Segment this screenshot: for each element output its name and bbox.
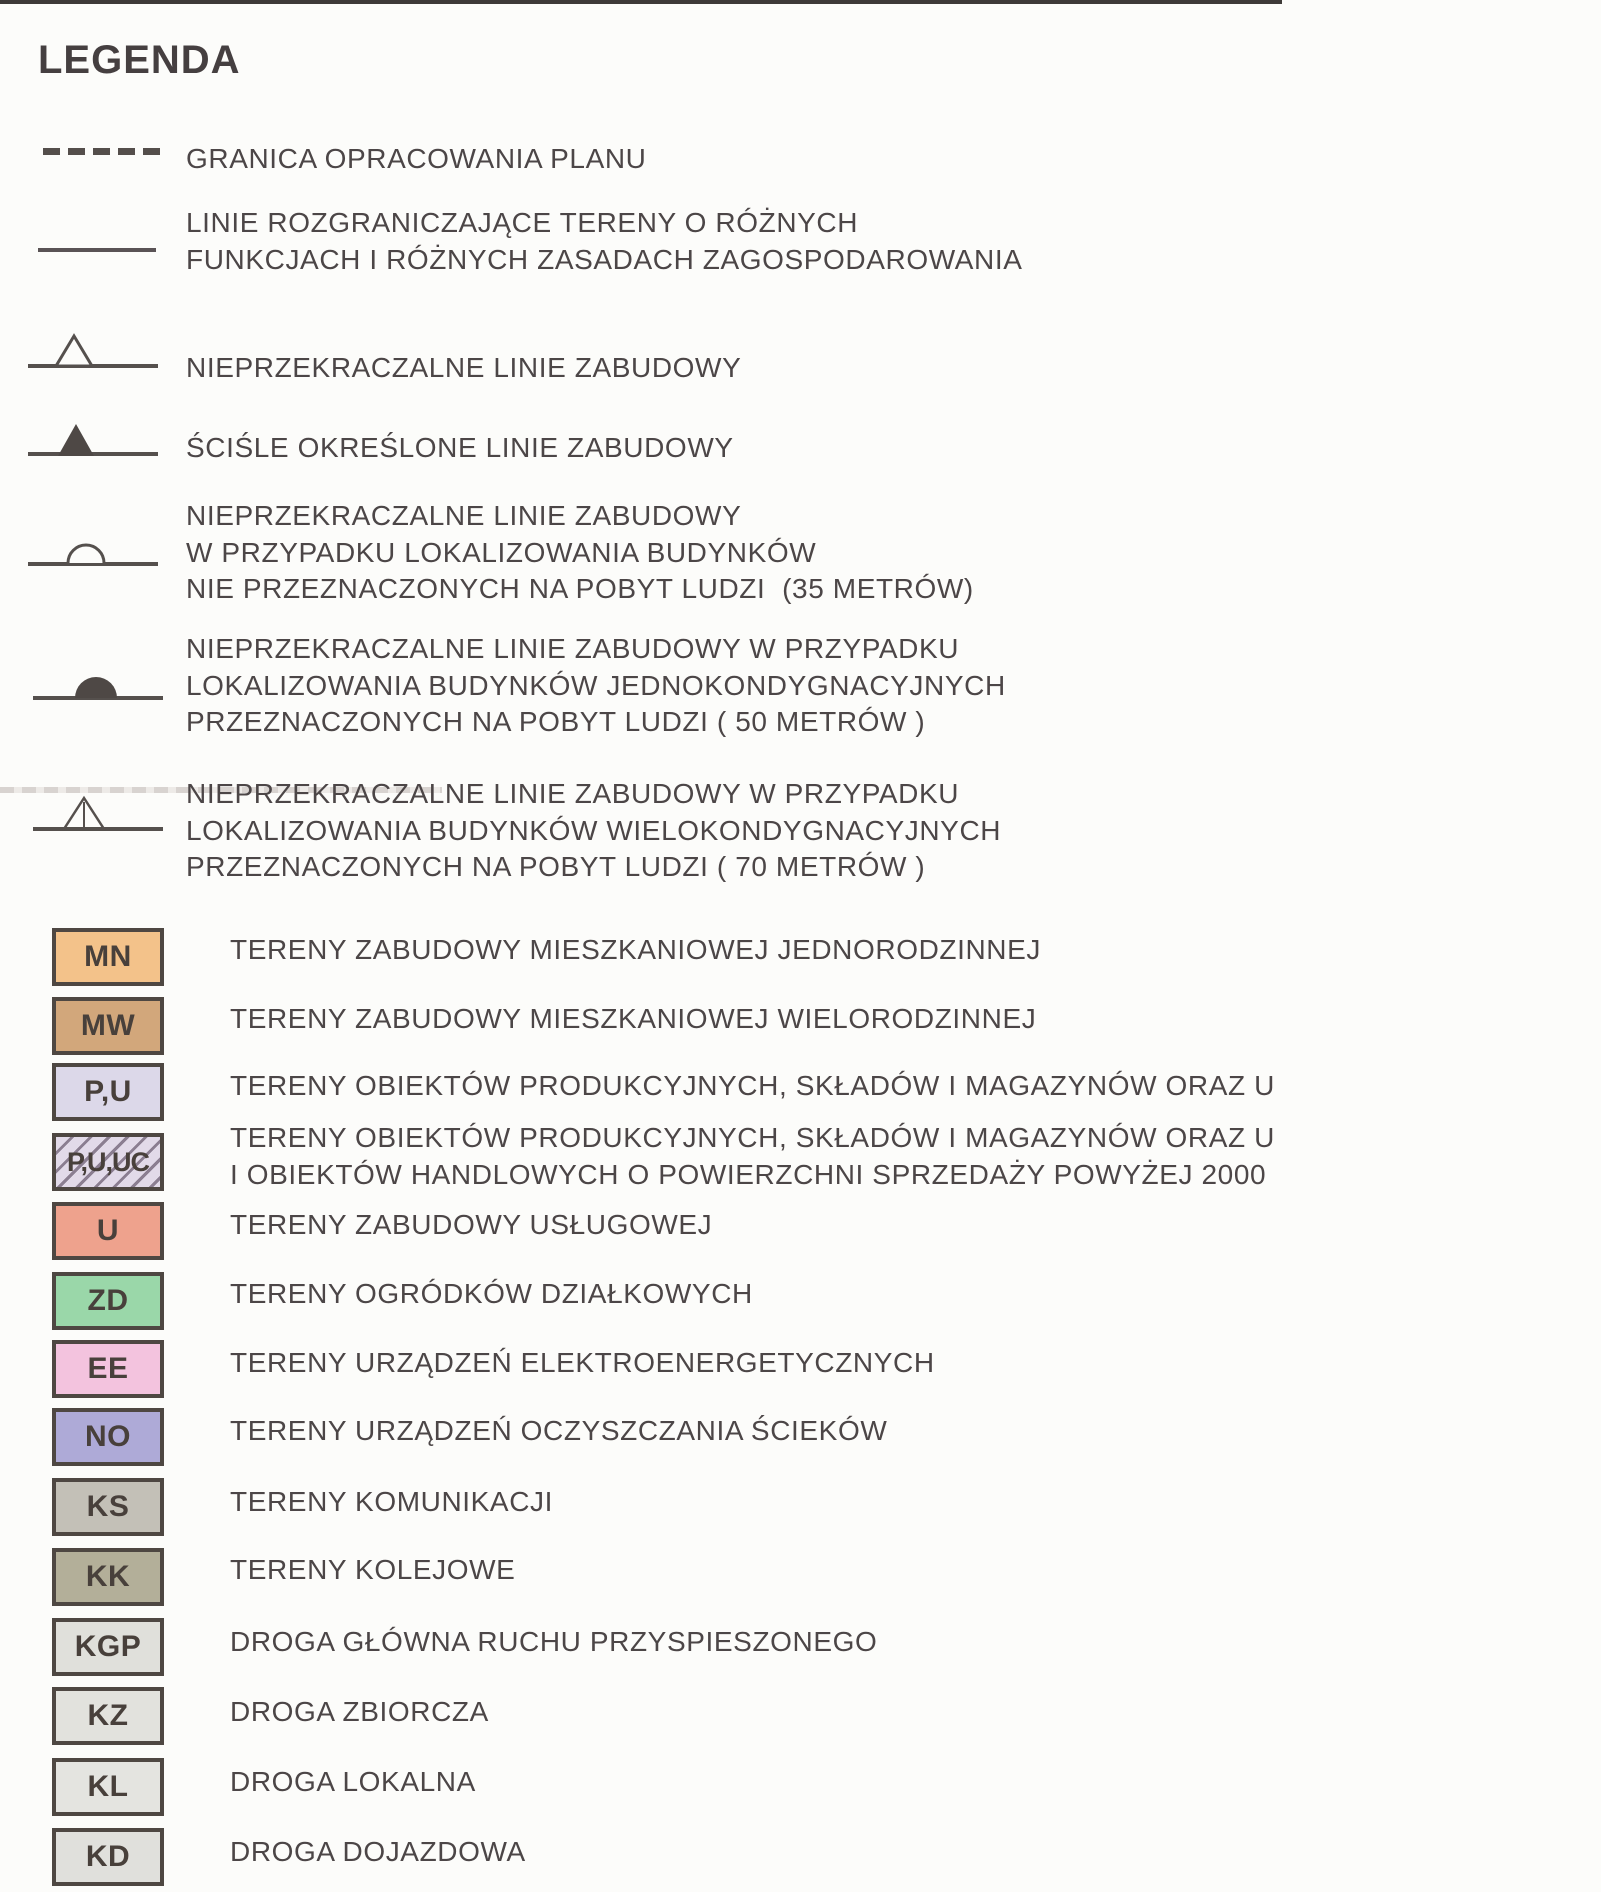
legend-area-row <box>230 1552 515 1589</box>
legend-text-line: DROGA DOJAZDOWA <box>230 1836 526 1867</box>
legend-title: LEGENDA <box>38 38 241 82</box>
legend-area-row <box>230 1276 753 1313</box>
legend-line-row <box>186 430 734 467</box>
legend-text-line: TERENY ZABUDOWY MIESZKANIOWEJ WIELORODZINNEJ <box>230 1003 1037 1034</box>
legend-text-line: NIEPRZEKRACZALNE LINIE ZABUDOWY <box>186 352 742 383</box>
area-swatch-kgp <box>52 1618 164 1676</box>
legend-line-row <box>186 205 1022 278</box>
area-code-label: ZD <box>87 1284 129 1317</box>
area-swatch-u <box>52 1202 164 1260</box>
area-code-label: NO <box>85 1420 131 1453</box>
solid-line-symbol <box>38 248 156 252</box>
legend-area-row <box>230 1001 1036 1038</box>
legend-area-row <box>230 1624 877 1661</box>
area-swatch-mw <box>52 997 164 1055</box>
area-code-label: U <box>96 1214 120 1247</box>
legend-text-line: LOKALIZOWANIA BUDYNKÓW JEDNOKONDYGNACYJNYCH <box>186 669 1006 701</box>
area-swatch-ee <box>52 1340 164 1398</box>
area-swatch-pu <box>52 1063 164 1121</box>
area-swatch-kd <box>52 1828 164 1886</box>
legend-text-line: LOKALIZOWANIA BUDYNKÓW WIELOKONDYGNACYJNYCH <box>186 814 1002 846</box>
legend-text-line: TERENY ZABUDOWY USŁUGOWEJ <box>230 1209 713 1240</box>
legend-area-row <box>230 1345 935 1382</box>
area-code-label: KK <box>85 1560 131 1593</box>
crossed-triangle-line-symbol <box>28 794 168 836</box>
area-swatch-no <box>52 1408 164 1466</box>
legend-area-row <box>230 1694 489 1731</box>
legend-line-row <box>186 631 1006 741</box>
area-code-label: KGP <box>74 1630 142 1663</box>
legend-text-line: TERENY KOMUNIKACJI <box>230 1486 553 1517</box>
area-code-label: KL <box>87 1770 129 1803</box>
area-swatch-zd <box>52 1272 164 1330</box>
legend-text-line: DROGA GŁÓWNA RUCHU PRZYSPIESZONEGO <box>230 1626 878 1657</box>
legend-line-row <box>186 141 647 178</box>
legend-text-line: NIEPRZEKRACZALNE LINIE ZABUDOWY W PRZYPADKU <box>186 778 960 809</box>
area-code-label: KZ <box>87 1699 129 1732</box>
legend-text-line: PRZEZNACZONYCH NA POBYT LUDZI ( 50 METRÓW ) <box>186 706 926 737</box>
legend-text-line: FUNKCJACH I RÓŻNYCH ZASADACH ZAGOSPODAROWANIA <box>186 243 1023 275</box>
area-code-label: EE <box>87 1352 129 1385</box>
legend-text-line: DROGA ZBIORCZA <box>230 1696 489 1727</box>
legend-text-line: TERENY URZĄDZEŃ OCZYSZCZANIA ŚCIEKÓW <box>230 1415 888 1446</box>
dashed-line-symbol <box>43 148 164 155</box>
legend-text-line: TERENY ZABUDOWY MIESZKANIOWEJ JEDNORODZINNEJ <box>230 934 1041 965</box>
open-semicircle-line-symbol <box>28 528 158 570</box>
legend-area-row <box>230 1068 1275 1105</box>
legend-area-row <box>230 1484 553 1521</box>
legend-text-line: GRANICA OPRACOWANIA PLANU <box>186 143 647 174</box>
area-code-label: KD <box>85 1840 131 1873</box>
area-code-label: KS <box>86 1490 130 1523</box>
legend-area-row <box>230 1413 887 1450</box>
legend-area-row <box>230 1207 712 1244</box>
legend-text-line: TERENY KOLEJOWE <box>230 1554 516 1585</box>
legend-area-row <box>230 1834 526 1871</box>
area-swatch-ks <box>52 1478 164 1536</box>
legend-area-row <box>230 1120 1275 1193</box>
legend-line-row <box>186 776 1001 886</box>
area-swatch-mn <box>52 928 164 986</box>
area-swatch-kz <box>52 1687 164 1745</box>
area-swatch-puuc <box>52 1133 164 1191</box>
legend-line-row <box>186 498 974 608</box>
legend-text-line: PRZEZNACZONYCH NA POBYT LUDZI ( 70 METRÓW ) <box>186 851 926 882</box>
legend-text-line: TERENY OBIEKTÓW PRODUKCYJNYCH, SKŁADÓW I MAGAZYNÓW ORAZ U <box>230 1070 1275 1101</box>
legend-text-line: LINIE ROZGRANICZAJĄCE TERENY O RÓŻNYCH <box>186 207 859 238</box>
legend-text-line: I OBIEKTÓW HANDLOWYCH O POWIERZCHNI SPRZEDAŻY POWYŻEJ 2000 <box>230 1158 1267 1190</box>
legend-area-row <box>230 932 1041 969</box>
area-swatch-kl <box>52 1758 164 1816</box>
legend-area-row <box>230 1764 476 1801</box>
open-triangle-line-symbol <box>28 330 158 372</box>
legend-text-line: TERENY OBIEKTÓW PRODUKCYJNYCH, SKŁADÓW I MAGAZYNÓW ORAZ U <box>230 1122 1275 1153</box>
legend-text-line: ŚCIŚLE OKREŚLONE LINIE ZABUDOWY <box>186 432 734 463</box>
legend-text-line: TERENY URZĄDZEŃ ELEKTROENERGETYCZNYCH <box>230 1347 935 1378</box>
legend-text-line: W PRZYPADKU LOKALIZOWANIA BUDYNKÓW <box>186 536 817 568</box>
area-code-label: MN <box>84 940 132 973</box>
filled-triangle-line-symbol <box>28 418 158 460</box>
legend-line-row <box>186 350 741 387</box>
area-code-label: P,U,UC <box>66 1146 150 1177</box>
area-code-label: MW <box>80 1009 136 1042</box>
legend-text-line: DROGA LOKALNA <box>230 1766 476 1797</box>
scan-artifact-top-bar <box>0 0 1282 4</box>
filled-semicircle-line-symbol <box>33 662 163 704</box>
area-code-label: P,U <box>84 1075 132 1108</box>
legend-text-line: NIEPRZEKRACZALNE LINIE ZABUDOWY <box>186 500 742 531</box>
legend-text-line: NIE PRZEZNACZONYCH NA POBYT LUDZI (35 METRÓW) <box>186 573 974 604</box>
area-swatch-kk <box>52 1548 164 1606</box>
legend-text-line: TERENY OGRÓDKÓW DZIAŁKOWYCH <box>230 1278 753 1309</box>
legend-text-line: NIEPRZEKRACZALNE LINIE ZABUDOWY W PRZYPADKU <box>186 633 960 664</box>
